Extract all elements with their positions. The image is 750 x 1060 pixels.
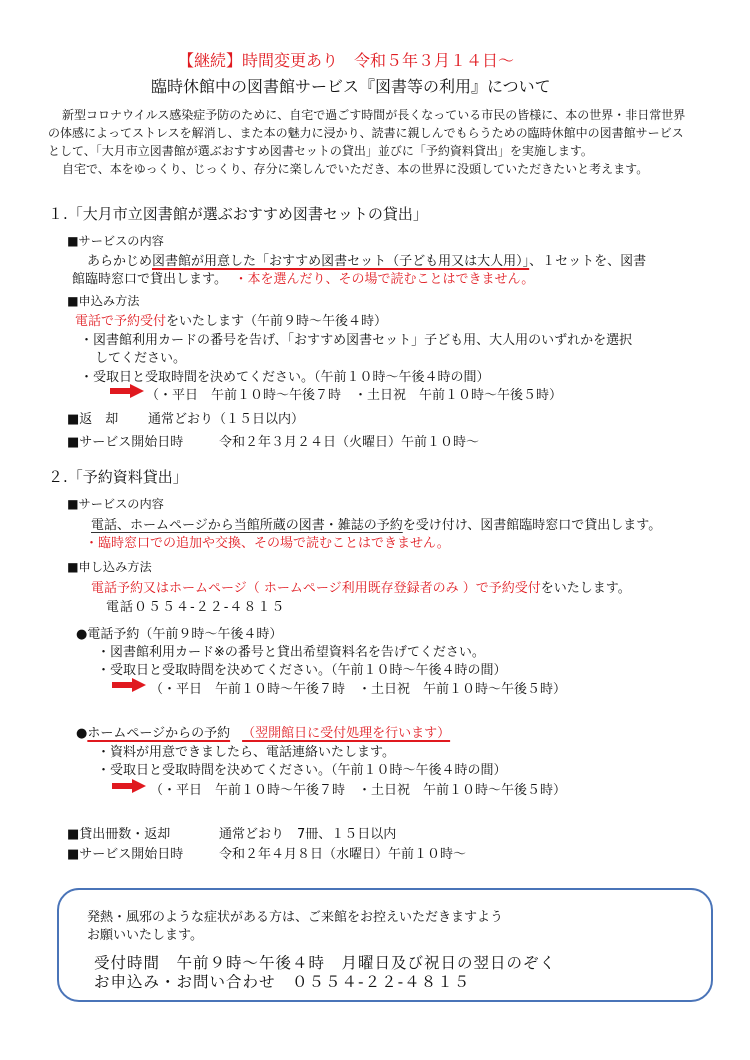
section2-apply-line: [91, 577, 631, 596]
section2-limit-value: 通常どおり 7冊、１５日以内: [219, 827, 397, 842]
service-text: あらかじめ: [87, 254, 153, 269]
bullet-text: ・受取日と受取時間を決めてください。（午前１０時～午後４時の間）: [97, 663, 507, 678]
notice-title-line1: [178, 48, 514, 71]
pickup-hours: （・平日 午前１０時～午後７時 ・土日祝 午前１０時～午後５時）: [146, 388, 563, 403]
section2-service-line: [91, 514, 661, 533]
section2-title: ２.「予約資料貸出」: [48, 468, 188, 486]
bullet-text: ・資料が用意できましたら、電話連絡いたします。: [97, 745, 395, 760]
section2-start-heading: ■サービス開始日時: [67, 847, 184, 862]
intro-line: 新型コロナウイルス感染症予防のために、自宅で過ごす時間が長くなっている市民の皆様に、本の世界・非日常世界: [62, 108, 686, 122]
pickup-hours: （・平日 午前１０時～午後７時 ・土日祝 午前１０時～午後５時）: [150, 783, 567, 798]
apply-text: をいたします（午前９時～午後４時）: [166, 314, 388, 329]
bullet-text: ・受取日と受取時間を決めてください。（午前１０時～午後４時の間）: [80, 370, 490, 385]
intro-line: 自宅で、本をゆっくり、じっくり、存分に楽しんでいただき、本の世界に没頭していただきたいと考えます。: [62, 162, 649, 176]
section1-apply-heading: ■申込み方法: [67, 294, 140, 308]
service-underlined: 電話、ホームページから当館所蔵の図書・雑誌の予約: [91, 518, 403, 533]
section2-service-heading: ■サービスの内容: [67, 497, 164, 511]
intro-line: として、「大月市立図書館が選ぶおすすめ図書セットの貸出」並びに「予約資料貸出」を実施します。: [48, 144, 593, 158]
section1-start-value: 令和２年３月２４日（火曜日）午前１０時～: [219, 435, 480, 450]
section2-apply-heading: ■申し込み方法: [67, 560, 152, 574]
contact-info: お申込み・お問い合わせ ０５５４-２２-４８１５: [94, 973, 471, 991]
service-underlined: 図書館が用意した「おすすめ図書セット（子ども用又は大人用）」: [152, 254, 530, 269]
bullet-text: ・図書館利用カード※の番号と貸出希望資料名を告げてください。: [97, 645, 485, 660]
service-text: 館臨時窓口で貸出します。: [72, 272, 221, 287]
section1-title: １.「大月市立図書館が選ぶおすすめ図書セットの貸出」: [48, 205, 428, 223]
service-text: を受け付け、図書館臨時窓口で貸出します。: [402, 518, 662, 533]
right-arrow-icon: [112, 678, 146, 692]
bullet: ●: [76, 726, 88, 741]
time-change-date: 時間変更あり 令和５年３月１４日～: [242, 51, 515, 70]
intro-line: の体感によってストレスを解消し、また本の魅力に浸かり、読書に親しんでもらうための臨時休館中の図書館サービス: [48, 126, 684, 140]
web-reservation-label: ホームページからの予約: [87, 726, 231, 741]
section1-service-line1: [87, 250, 646, 269]
bullet-text: ・図書館利用カードの番号を告げ、「おすすめ図書セット」子ども用、大人用のいずれかを選択: [80, 333, 633, 348]
phone-reservation-heading: ●電話予約（午前９時～午後４時）: [76, 627, 283, 642]
service-warning: ・臨時窓口での追加や交換、その場で読むことはできません。: [85, 536, 450, 551]
right-arrow-icon: [112, 779, 146, 793]
bullet-text: してください。: [95, 351, 187, 366]
section1-service-line2: [72, 268, 534, 287]
section2-start-value: 令和２年４月８日（水曜日）午前１０時～: [219, 847, 467, 862]
service-text: 、１セットを、図書: [529, 254, 647, 269]
section1-apply-line: [75, 310, 387, 329]
phone-number: 電話０５５４-２２-４８１５: [106, 600, 286, 615]
right-arrow-icon: [110, 384, 144, 398]
apply-text: をいたします。: [540, 581, 631, 596]
section1-return-heading: ■返 却: [67, 412, 119, 427]
bullet-text: ・受取日と受取時間を決めてください。（午前１０時～午後４時の間）: [97, 763, 507, 778]
continued-tag: 【継続】: [178, 51, 243, 70]
page-title: 臨時休館中の図書館サービス『図書等の利用』について: [151, 77, 551, 96]
web-reservation-underlined: [87, 726, 450, 741]
service-warning: ・本を選んだり、その場で読むことはできません。: [234, 272, 535, 287]
web-reservation-note: （翌開館日に受付処理を行います）: [242, 726, 451, 741]
section1-start-heading: ■サービス開始日時: [67, 435, 184, 450]
section1-return-value: 通常どおり（１５日以内）: [148, 412, 305, 427]
reservation-methods: 電話予約又はホームページ（ ホームページ利用既存登録者のみ ）で予約受付: [91, 581, 541, 596]
pickup-hours: （・平日 午前１０時～午後７時 ・土日祝 午前１０時～午後５時）: [150, 682, 567, 697]
web-reservation-heading: [76, 722, 450, 741]
section1-service-heading: ■サービスの内容: [67, 234, 164, 248]
notice-line: 発熱・風邪のような症状がある方は、ご来館をお控えいただきますよう: [87, 910, 504, 925]
reception-hours: 受付時間 午前９時～午後４時 月曜日及び祝日の翌日のぞく: [94, 954, 557, 972]
section2-limit-heading: ■貸出冊数・返却: [67, 827, 171, 842]
phone-reservation-label: 電話で予約受付: [75, 314, 167, 329]
notice-line: お願いいたします。: [87, 928, 203, 943]
